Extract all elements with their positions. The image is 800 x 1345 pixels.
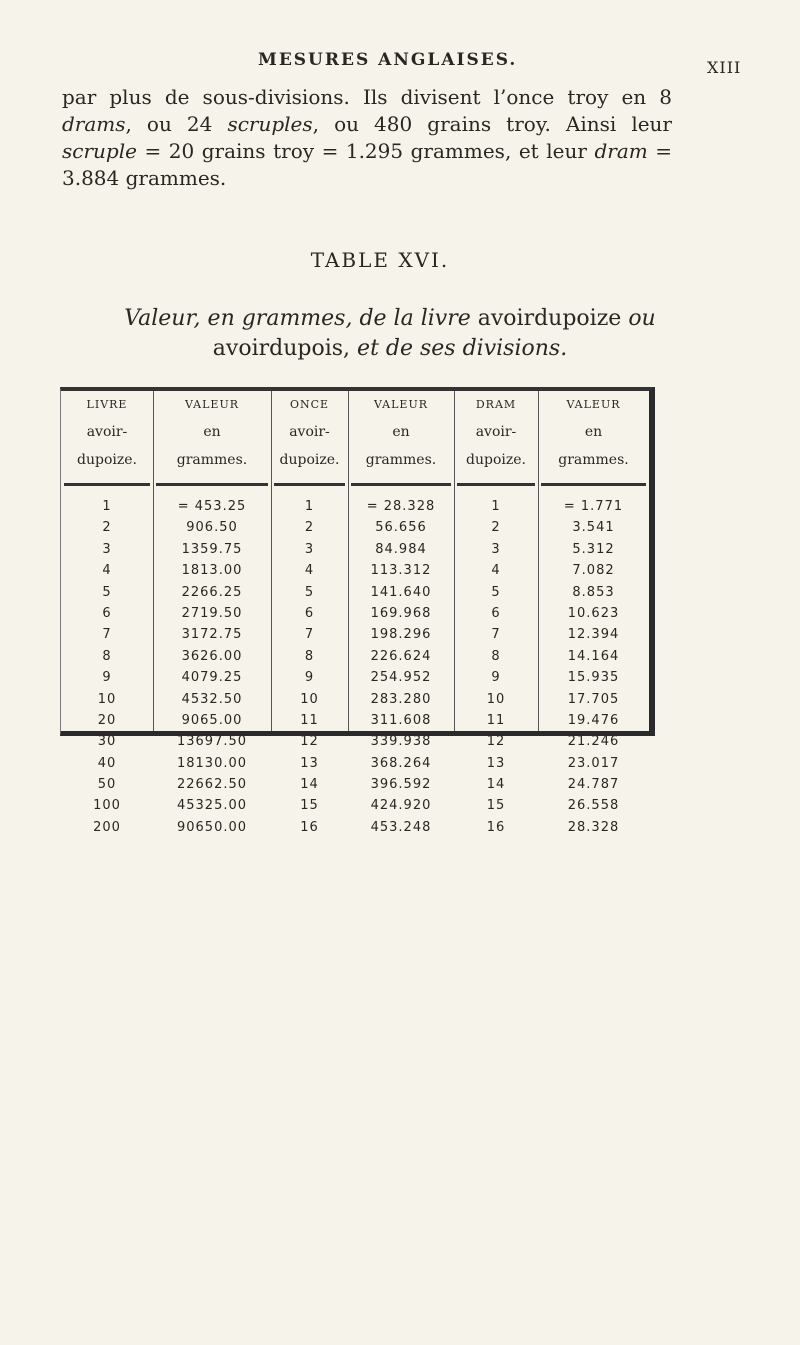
column-header: VALEUR en grammes. — [558, 398, 629, 468]
table-cell: 6 — [304, 605, 315, 621]
table-cell: 8 — [102, 648, 112, 664]
table-cell: 7 — [304, 627, 315, 643]
table-cell: 3 — [491, 541, 501, 557]
page-number: XIII — [707, 58, 742, 77]
table-cell: 5 — [102, 584, 112, 600]
table-cell: 1359.75 — [181, 541, 243, 557]
table-cell: 9 — [304, 670, 315, 686]
table-cell: 3 — [102, 541, 112, 557]
table-cell: 2719.50 — [181, 605, 243, 621]
table-cell: 7.082 — [572, 563, 615, 579]
header-rule — [457, 483, 535, 486]
table-cell: 113.312 — [370, 563, 432, 579]
table-cell: 30 — [97, 734, 117, 750]
table-cell: 56.656 — [375, 520, 427, 536]
table-cell: 3172.75 — [181, 627, 243, 643]
table-cell: 22662.50 — [176, 777, 248, 793]
table-cell: 11 — [300, 712, 319, 728]
table-cell: 20 — [97, 712, 117, 728]
table-cell: 200 — [93, 819, 121, 835]
table-cell: 2 — [102, 520, 112, 536]
table-cell: 100 — [93, 798, 121, 814]
table-cell: 10 — [486, 691, 506, 707]
column-header: DRAM avoir- dupoize. — [466, 398, 526, 468]
table-cell: 9 — [102, 670, 112, 686]
running-title: MESURES ANGLAISES. — [258, 50, 518, 70]
table-cell: 453.248 — [370, 819, 432, 835]
column-cells — [153, 496, 271, 838]
header-rule — [351, 483, 451, 486]
table-cell: 283.280 — [370, 691, 432, 707]
table-cell: 3 — [304, 541, 315, 557]
table-cell: 1 — [102, 499, 112, 514]
table-column — [271, 391, 349, 835]
column-cells — [271, 496, 348, 838]
table-cell: = 1.771 — [563, 499, 624, 514]
table-cell: 6 — [102, 605, 112, 621]
table-cell: 16 — [486, 819, 506, 835]
table-cell: 15.935 — [567, 670, 620, 686]
table-cell: 7 — [102, 627, 112, 643]
table-cell: 12 — [300, 734, 319, 750]
column-header: VALEUR en grammes. — [176, 398, 248, 468]
header-rule — [541, 483, 646, 486]
table-cell: = 453.25 — [177, 499, 247, 514]
table-cell: 13 — [300, 755, 319, 771]
page-header — [0, 50, 800, 80]
table-column — [454, 391, 539, 835]
table-cell: 14 — [486, 777, 506, 793]
intro-paragraph: par plus de sous-divisions. Ils divisent l’once troy en 8 drams, ou 24 scruples, ou 480 grains troy. Ainsi leur scruple = 20 grains troy = 1.295 grammes, et leur dram = 3.884 grammes. — [62, 85, 673, 190]
table-cell: 50 — [97, 777, 117, 793]
table-caption: Valeur, en grammes, de la livre avoirdupoize ou avoirdupois, et de ses divisions. — [124, 306, 656, 361]
conversion-table — [60, 387, 655, 835]
table-cell: 5 — [304, 584, 315, 600]
table-cell: 9 — [491, 670, 501, 686]
table-cell: 23.017 — [567, 755, 620, 771]
table-column — [538, 391, 649, 835]
table-cell: 424.920 — [370, 798, 432, 814]
column-header: VALEUR en grammes. — [365, 398, 437, 468]
table-cell: 1 — [491, 499, 501, 514]
table-cell: 15 — [486, 798, 506, 814]
table-cell: 26.558 — [567, 798, 620, 814]
table-cell: 19.476 — [567, 712, 620, 728]
table-cell: 9065.00 — [181, 712, 243, 728]
table-cell: 7 — [491, 627, 501, 643]
table-cell: 226.624 — [370, 648, 432, 664]
table-cell: 84.984 — [375, 541, 427, 557]
table-cell: 4 — [304, 563, 315, 579]
table-cell: 2 — [304, 520, 315, 536]
table-cell: 13 — [486, 755, 506, 771]
table-column — [61, 391, 154, 835]
table-cell: 4079.25 — [181, 670, 243, 686]
table-cell: 2266.25 — [181, 584, 243, 600]
table-cell: 339.938 — [370, 734, 432, 750]
header-rule — [156, 483, 268, 486]
table-cell: 1813.00 — [181, 563, 243, 579]
table-column — [348, 391, 455, 835]
table-cell: 24.787 — [567, 777, 620, 793]
table-cell: 11 — [486, 712, 506, 728]
table-cell: 12.394 — [567, 627, 620, 643]
table-cell: 2 — [491, 520, 501, 536]
table-cell: 8.853 — [572, 584, 615, 600]
table-cell: 4 — [102, 563, 112, 579]
table-cell: 90650.00 — [176, 819, 248, 835]
table-cell: 28.328 — [567, 819, 620, 835]
header-rule — [274, 483, 345, 486]
table-cell: 8 — [491, 648, 501, 664]
table-cell: 6 — [491, 605, 501, 621]
table-cell: 17.705 — [567, 691, 620, 707]
table-cell: 12 — [486, 734, 506, 750]
column-cells — [348, 496, 454, 838]
table-cell: 10.623 — [567, 605, 620, 621]
column-cells — [538, 496, 649, 838]
table-cell: 3.541 — [572, 520, 615, 536]
header-rule — [64, 483, 150, 486]
table-cell: 4 — [491, 563, 501, 579]
table-cell: 169.968 — [370, 605, 432, 621]
table-cell: 5 — [491, 584, 501, 600]
table-column — [153, 391, 272, 835]
table-cell: 21.246 — [567, 734, 620, 750]
table-cell: 1 — [304, 499, 315, 514]
table-cell: 13697.50 — [176, 734, 248, 750]
table-title: TABLE XVI. — [310, 248, 450, 272]
table-cell: 14.164 — [567, 648, 620, 664]
table-cell: 198.296 — [370, 627, 432, 643]
table-cell: 396.592 — [370, 777, 432, 793]
table-cell: 18130.00 — [176, 755, 248, 771]
table-cell: 254.952 — [370, 670, 432, 686]
table-cell: = 28.328 — [366, 499, 436, 514]
column-header: LIVRE avoir- dupoize. — [77, 398, 137, 468]
table-cell: 141.640 — [370, 584, 432, 600]
table-cell: 10 — [97, 691, 117, 707]
table-cell: 10 — [300, 691, 319, 707]
table-cell: 3626.00 — [181, 648, 243, 664]
column-cells — [61, 496, 153, 838]
column-cells — [454, 496, 538, 838]
table-cell: 16 — [300, 819, 319, 835]
table-cell: 4532.50 — [181, 691, 243, 707]
table-cell: 14 — [300, 777, 319, 793]
table-cell: 45325.00 — [176, 798, 248, 814]
table-cell: 8 — [304, 648, 315, 664]
table-cell: 906.50 — [186, 520, 238, 536]
table-cell: 15 — [300, 798, 319, 814]
table-cell: 368.264 — [370, 755, 432, 771]
table-cell: 40 — [97, 755, 117, 771]
column-header: ONCE avoir- dupoize. — [279, 398, 340, 468]
table-cell: 311.608 — [370, 712, 432, 728]
table-cell: 5.312 — [572, 541, 615, 557]
